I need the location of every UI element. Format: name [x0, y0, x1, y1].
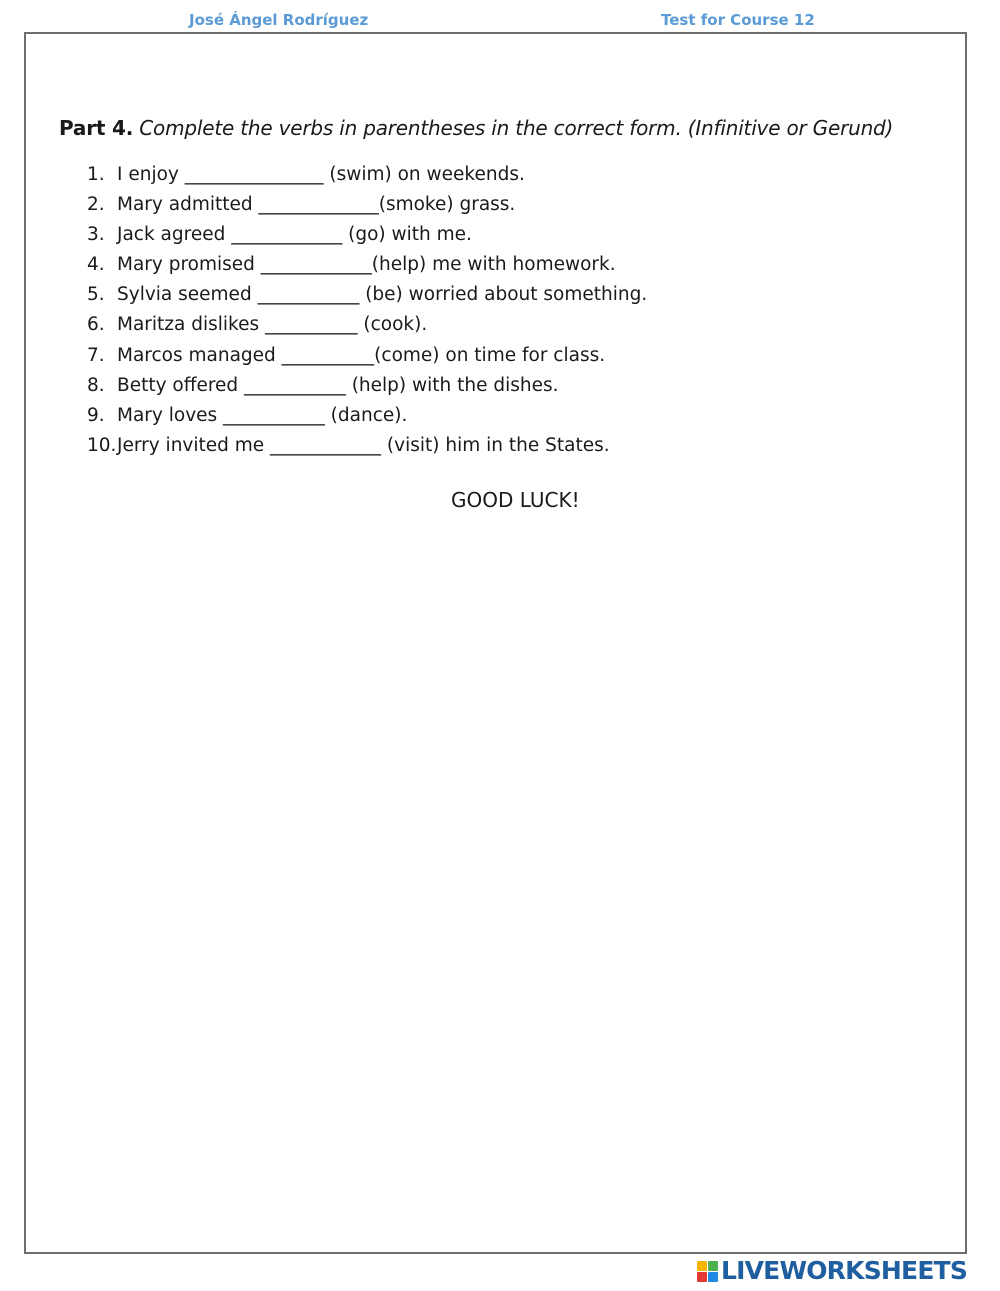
question-text: Mary promised ____________(help) me with homework. [117, 254, 616, 276]
question-item [87, 403, 647, 433]
question-text: Mary admitted _____________(smoke) grass. [117, 194, 516, 216]
question-number: 4. [87, 254, 105, 276]
question-item [87, 433, 647, 463]
logo-text: LIVEWORKSHEETS [721, 1256, 968, 1285]
question-number: 8. [87, 374, 105, 396]
liveworksheets-logo[interactable] [697, 1257, 967, 1285]
question-number: 5. [87, 284, 105, 306]
question-text: Jerry invited me ____________ (visit) him in the States. [117, 434, 610, 456]
logo-mark-icon [697, 1261, 718, 1282]
question-item [87, 343, 647, 373]
question-text: Marcos managed __________(come) on time for class. [117, 344, 606, 366]
question-item [87, 222, 647, 252]
question-text: Jack agreed ____________ (go) with me. [117, 224, 472, 246]
question-number: 9. [87, 404, 105, 426]
question-item [87, 312, 647, 342]
part-heading [59, 116, 893, 140]
question-item [87, 192, 647, 222]
logo-square-v [697, 1272, 707, 1282]
question-item [87, 282, 647, 312]
question-number: 10. [87, 434, 117, 456]
logo-square-l [697, 1261, 707, 1271]
question-text: Sylvia seemed ___________ (be) worried about something. [117, 284, 648, 306]
logo-square-e [708, 1272, 718, 1282]
question-text: Mary loves ___________ (dance). [117, 404, 408, 426]
question-number: 1. [87, 164, 105, 185]
question-number: 7. [87, 344, 105, 366]
logo-square-i [708, 1261, 718, 1271]
question-number: 2. [87, 194, 105, 216]
question-item [87, 162, 647, 192]
course-title: Test for Course 12 [661, 11, 815, 29]
question-text: Betty offered ___________ (help) with the dishes. [117, 374, 559, 396]
closing-message: GOOD LUCK! [451, 488, 580, 512]
author-name: José Ángel Rodríguez [189, 11, 369, 29]
question-item [87, 252, 647, 282]
question-list [87, 162, 647, 463]
part-label: Part 4. [59, 116, 134, 140]
question-item [87, 373, 647, 403]
question-number: 6. [87, 314, 105, 336]
part-instruction: Complete the verbs in parentheses in the correct form. (Infinitive or Gerund) [133, 116, 894, 140]
question-text: I enjoy _______________ (swim) on weekends. [117, 164, 525, 185]
question-text: Maritza dislikes __________ (cook). [117, 314, 428, 336]
question-number: 3. [87, 224, 105, 246]
